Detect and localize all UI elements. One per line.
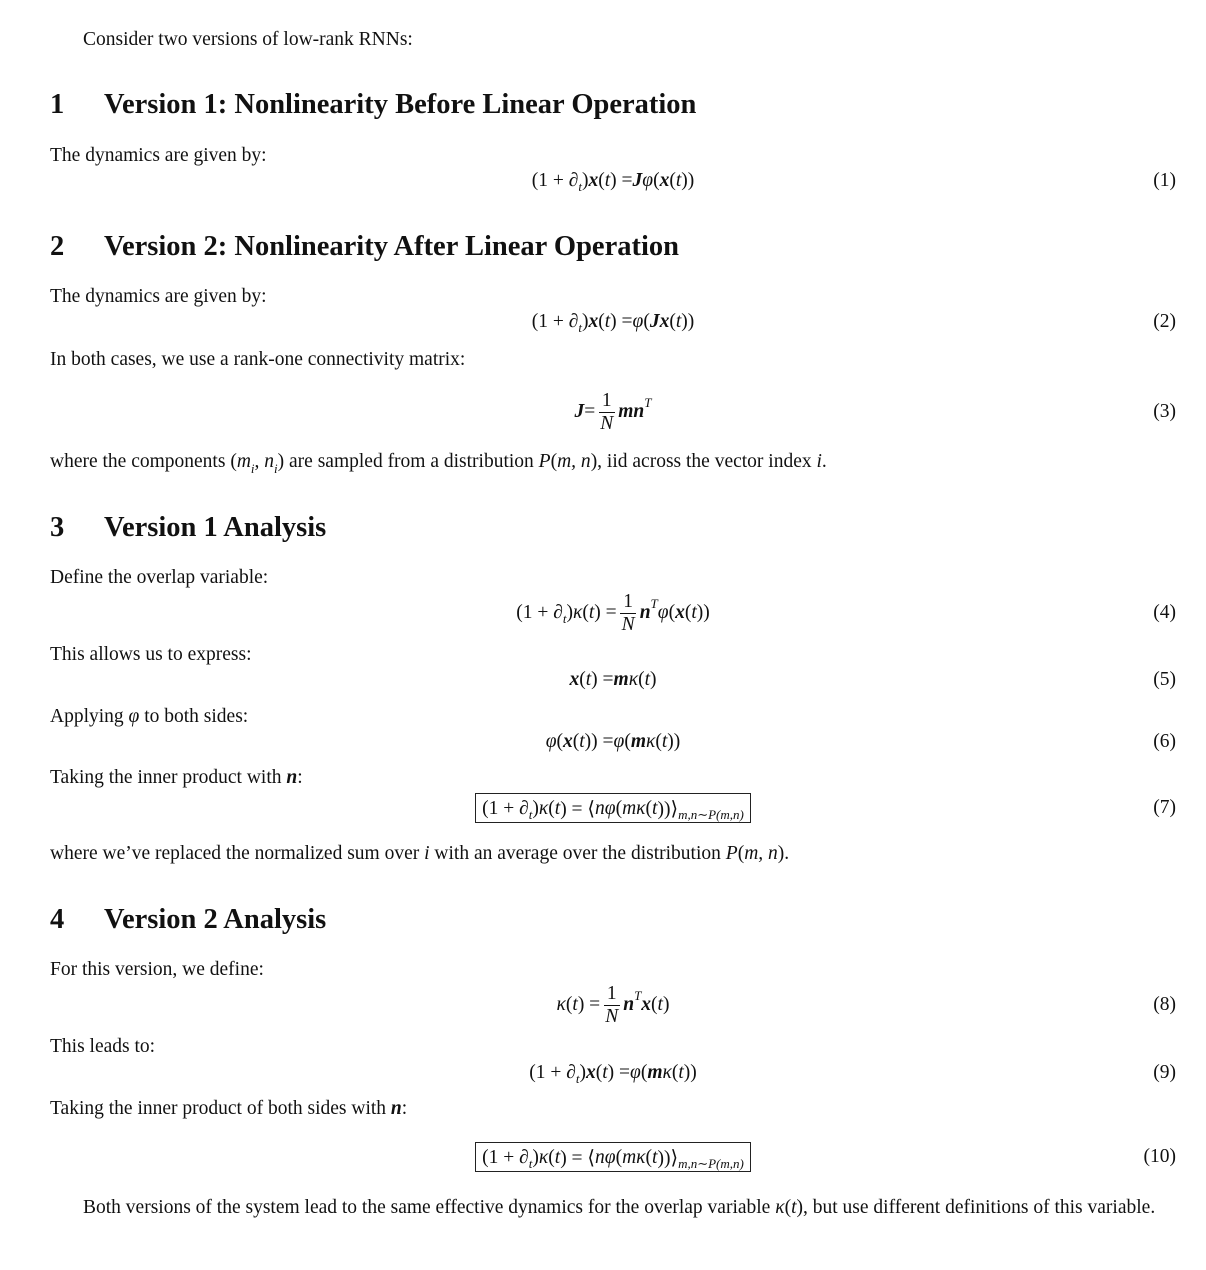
text-run: with an average over the distribution <box>429 843 726 864</box>
text-run: κ <box>628 669 639 690</box>
text-run: φ <box>657 602 669 623</box>
equation-number: (2) <box>1153 311 1176 332</box>
text-run: mκ <box>622 1147 646 1168</box>
equation-number: (4) <box>1153 602 1176 623</box>
equation-number: (1) <box>1153 170 1176 191</box>
text-run: ( <box>624 731 631 752</box>
paragraph <box>50 841 1176 867</box>
text-run: ) = <box>591 669 614 690</box>
text-run: ) <box>650 669 657 690</box>
text-run: κ <box>646 731 656 752</box>
text-run: κ <box>573 602 583 623</box>
superscript: T <box>644 395 652 410</box>
numerator: 1 <box>620 591 636 614</box>
text-run: ) = ⟨ <box>560 799 596 820</box>
closing-paragraph <box>50 1195 1176 1221</box>
text-run: t <box>572 994 578 1015</box>
text-run: φ <box>613 731 625 752</box>
text-run: Applying <box>50 706 129 727</box>
text-run: x <box>569 669 580 690</box>
text-run: m <box>630 731 646 752</box>
equation-body <box>546 731 681 753</box>
text-run: t <box>791 1197 797 1218</box>
equation-8 <box>50 981 1176 1029</box>
subscript: t <box>528 1156 533 1171</box>
text-run: κ <box>556 994 566 1015</box>
boxed-equation <box>475 793 751 823</box>
text-run: nφ <box>595 1147 616 1168</box>
text-run: ( <box>595 1062 603 1083</box>
equation-body <box>516 591 710 636</box>
text-run: ( <box>548 798 555 819</box>
text-run: The dynamics are given by: <box>50 145 267 166</box>
subscript: t <box>578 179 582 194</box>
text-run: m <box>236 451 251 472</box>
text-run: ) <box>532 1147 539 1168</box>
text-run: ) = <box>594 602 617 623</box>
text-run: κ <box>775 1197 785 1218</box>
text-run: For this version, we define: <box>50 959 264 980</box>
fraction <box>597 390 616 435</box>
text-run: ( <box>653 170 660 191</box>
equation-body <box>532 311 695 333</box>
text-run: t <box>675 311 682 332</box>
text-run: t <box>588 602 595 623</box>
text-run: = <box>584 401 596 422</box>
text-run: ( <box>684 602 692 623</box>
text-run: ( <box>615 1147 623 1168</box>
text-run: mn <box>618 401 645 422</box>
equation-body <box>529 1062 697 1084</box>
text-run: P <box>538 451 551 472</box>
text-run: i <box>816 451 822 472</box>
equation-number: (7) <box>1153 797 1176 818</box>
text-run: )) <box>696 602 710 623</box>
subscript: t <box>528 807 533 822</box>
subscript: m,n∼P(m,n) <box>678 1156 744 1171</box>
text-run: . <box>821 451 827 472</box>
section-title: Version 2 Analysis <box>104 904 327 935</box>
text-run: ( <box>737 843 745 864</box>
text-run: (1 + ∂ <box>531 170 579 191</box>
denominator: N <box>600 412 614 434</box>
equation-number: (9) <box>1153 1062 1176 1083</box>
equation-body <box>532 170 695 192</box>
text-run: )) <box>681 170 695 191</box>
text-run: ))⟩ <box>657 1148 679 1169</box>
text-run: ( <box>651 994 658 1015</box>
paragraph <box>50 1096 1176 1122</box>
text-run: x <box>562 731 573 752</box>
section-number: 2 <box>50 231 65 262</box>
text-run: nφ <box>595 798 616 819</box>
text-run: mκ <box>622 798 646 819</box>
equation-number: (3) <box>1153 401 1176 422</box>
paragraph <box>50 347 1176 373</box>
equation-number: (5) <box>1153 669 1176 690</box>
text-run: t <box>678 1062 684 1083</box>
text-run: t <box>652 798 658 819</box>
text-run: ( <box>643 311 650 332</box>
numerator: 1 <box>604 983 620 1006</box>
equation-5 <box>50 660 1176 700</box>
section-title: Version 1: Nonlinearity Before Linear Operation <box>104 89 697 120</box>
subscript: t <box>562 611 567 626</box>
text-run: ( <box>671 1062 679 1083</box>
text-run: ( <box>638 669 645 690</box>
numerator: 1 <box>599 390 615 413</box>
text-run: ( <box>645 1147 653 1168</box>
text-run: : <box>401 1098 408 1119</box>
text-run: φ <box>545 731 557 752</box>
equation-10 <box>50 1137 1176 1177</box>
section-title: Version 1 Analysis <box>104 512 327 543</box>
text-run: t <box>644 669 650 690</box>
section-1-heading <box>50 88 1176 122</box>
text-run: )) <box>683 1062 697 1083</box>
text-run: ) = <box>607 1062 631 1083</box>
text-run: t <box>585 669 592 690</box>
text-run: x <box>585 1062 596 1083</box>
text-run: t <box>675 170 682 191</box>
subscript: t <box>575 1071 580 1086</box>
text-run: κ <box>538 1147 549 1168</box>
text-run: where the components ( <box>50 451 237 472</box>
text-run: n <box>390 1098 402 1119</box>
text-run: m, n <box>744 843 778 864</box>
text-run: t <box>604 311 611 332</box>
text-run: Taking the inner product with <box>50 767 287 788</box>
subscript: t <box>578 320 582 335</box>
subscript: i <box>274 461 278 476</box>
text-run: t <box>579 731 585 752</box>
equation-9 <box>50 1053 1176 1093</box>
subscript: m,n∼P(m,n) <box>678 807 744 822</box>
text-run: ) <box>582 311 589 332</box>
text-run: (1 + ∂ <box>516 602 563 623</box>
superscript: T <box>634 988 642 1003</box>
text-run: ) are sampled from a distribution <box>277 451 539 472</box>
equation-1 <box>50 161 1176 201</box>
text-run: ( <box>615 798 623 819</box>
paragraph <box>50 449 1176 476</box>
text-run: φ <box>630 1062 641 1083</box>
text-run: ) = <box>610 170 633 191</box>
text-run: t <box>652 1147 658 1168</box>
text-run: ) = ⟨ <box>560 1148 596 1169</box>
text-run: ( <box>548 1147 555 1168</box>
equation-number: (10) <box>1143 1146 1176 1167</box>
text-run: x <box>588 311 599 332</box>
text-run: n <box>264 451 275 472</box>
text-run: n <box>639 602 651 623</box>
text-run: ) <box>579 1062 586 1083</box>
text-run: m, n <box>557 451 591 472</box>
intro-text <box>83 27 1206 53</box>
text-run: x <box>675 602 685 623</box>
equation-4 <box>50 589 1176 637</box>
equation-body <box>574 390 651 435</box>
text-run: m <box>647 1062 663 1083</box>
boxed-equation <box>475 1142 751 1172</box>
text-run: t <box>604 170 611 191</box>
text-run: ), but use different definitions of this variable. <box>796 1197 1156 1218</box>
text-run: ), iid across the vector index <box>590 451 817 472</box>
text-run: t <box>657 994 663 1015</box>
fraction <box>619 591 638 636</box>
text-run: φ <box>642 170 654 191</box>
text-run: Define the overlap variable: <box>50 567 269 588</box>
text-run: J <box>632 170 643 191</box>
text-run: ( <box>645 798 653 819</box>
text-run: ( <box>784 1197 792 1218</box>
text-run: (1 + ∂ <box>529 1062 576 1083</box>
text-run: ))⟩ <box>657 799 679 820</box>
text-run: (1 + ∂ <box>482 798 529 819</box>
text-run: κ <box>662 1062 672 1083</box>
text-run: x <box>641 994 652 1015</box>
paragraph <box>50 957 1176 983</box>
text-run: ( <box>572 731 580 752</box>
text-run: J <box>649 311 660 332</box>
text-run: ) = <box>610 311 633 332</box>
text-run: n <box>623 994 635 1015</box>
text-run: ( <box>582 602 589 623</box>
equation-7 <box>50 788 1176 828</box>
text-run: x <box>588 170 599 191</box>
text-run: ( <box>640 1062 648 1083</box>
text-run: ). <box>777 843 790 864</box>
section-number: 4 <box>50 904 65 935</box>
text-run: )) <box>681 311 695 332</box>
text-run: ( <box>565 994 573 1015</box>
text-run: ) <box>582 170 589 191</box>
section-number: 1 <box>50 89 65 120</box>
section-3-heading <box>50 511 1176 545</box>
text-run: ( <box>579 669 586 690</box>
text-run: t <box>691 602 697 623</box>
section-title: Version 2: Nonlinearity After Linear Operation <box>104 231 679 262</box>
fraction <box>602 983 621 1028</box>
text-run: x <box>659 311 670 332</box>
text-run: where we’ve replaced the normalized sum over <box>50 843 425 864</box>
text-run: ) <box>532 798 539 819</box>
text-run: P <box>725 843 738 864</box>
text-run: i <box>424 843 430 864</box>
text-run: ) <box>566 602 573 623</box>
text-run: φ <box>128 706 140 727</box>
text-run: )) <box>667 731 681 752</box>
text-run: ( <box>556 731 563 752</box>
text-run: ( <box>598 311 605 332</box>
text-run: t <box>661 731 668 752</box>
text-run: m <box>613 669 629 690</box>
text-run: This leads to: <box>50 1036 156 1057</box>
text-run: Taking the inner product of both sides with <box>50 1098 391 1119</box>
text-run: In both cases, we use a rank-one connectivity matrix: <box>50 349 466 370</box>
equation-number: (8) <box>1153 994 1176 1015</box>
text-run: φ <box>632 311 644 332</box>
text-run: Consider two versions of low-rank RNNs: <box>83 29 413 50</box>
text-run: t <box>602 1062 608 1083</box>
equation-body <box>557 983 670 1028</box>
equation-number: (6) <box>1153 731 1176 752</box>
text-run: The dynamics are given by: <box>50 286 267 307</box>
text-run: (1 + ∂ <box>531 311 579 332</box>
text-run: κ <box>538 798 549 819</box>
text-run: ( <box>669 170 676 191</box>
text-run: ( <box>655 731 662 752</box>
paragraph <box>50 565 1176 591</box>
text-run: , <box>254 451 265 472</box>
text-run: )) = <box>584 731 614 752</box>
text-run: n <box>286 767 298 788</box>
text-run: ) <box>662 994 670 1015</box>
text-run: Both versions of the system lead to the same effective dynamics for the overlap variable <box>83 1197 776 1218</box>
text-run: t <box>554 798 561 819</box>
section-4-heading <box>50 903 1176 937</box>
section-number: 3 <box>50 512 65 543</box>
denominator: N <box>621 613 635 635</box>
text-run: ) = <box>577 994 601 1015</box>
denominator: N <box>605 1005 619 1027</box>
section-2-heading <box>50 230 1176 264</box>
equation-2 <box>50 302 1176 342</box>
equation-6 <box>50 722 1176 762</box>
text-run: x <box>659 170 670 191</box>
text-run: ( <box>669 311 676 332</box>
text-run: to both sides: <box>139 706 249 727</box>
superscript: T <box>650 596 658 611</box>
text-run: J <box>574 401 585 422</box>
subscript: i <box>250 461 255 476</box>
text-run: ( <box>550 451 558 472</box>
equation-3 <box>50 388 1176 436</box>
text-run: This allows us to express: <box>50 644 252 665</box>
text-run: ( <box>598 170 605 191</box>
equation-body <box>569 669 656 691</box>
text-run: (1 + ∂ <box>482 1147 529 1168</box>
text-run: ( <box>668 602 676 623</box>
text-run: t <box>554 1147 561 1168</box>
text-run: : <box>297 767 303 788</box>
